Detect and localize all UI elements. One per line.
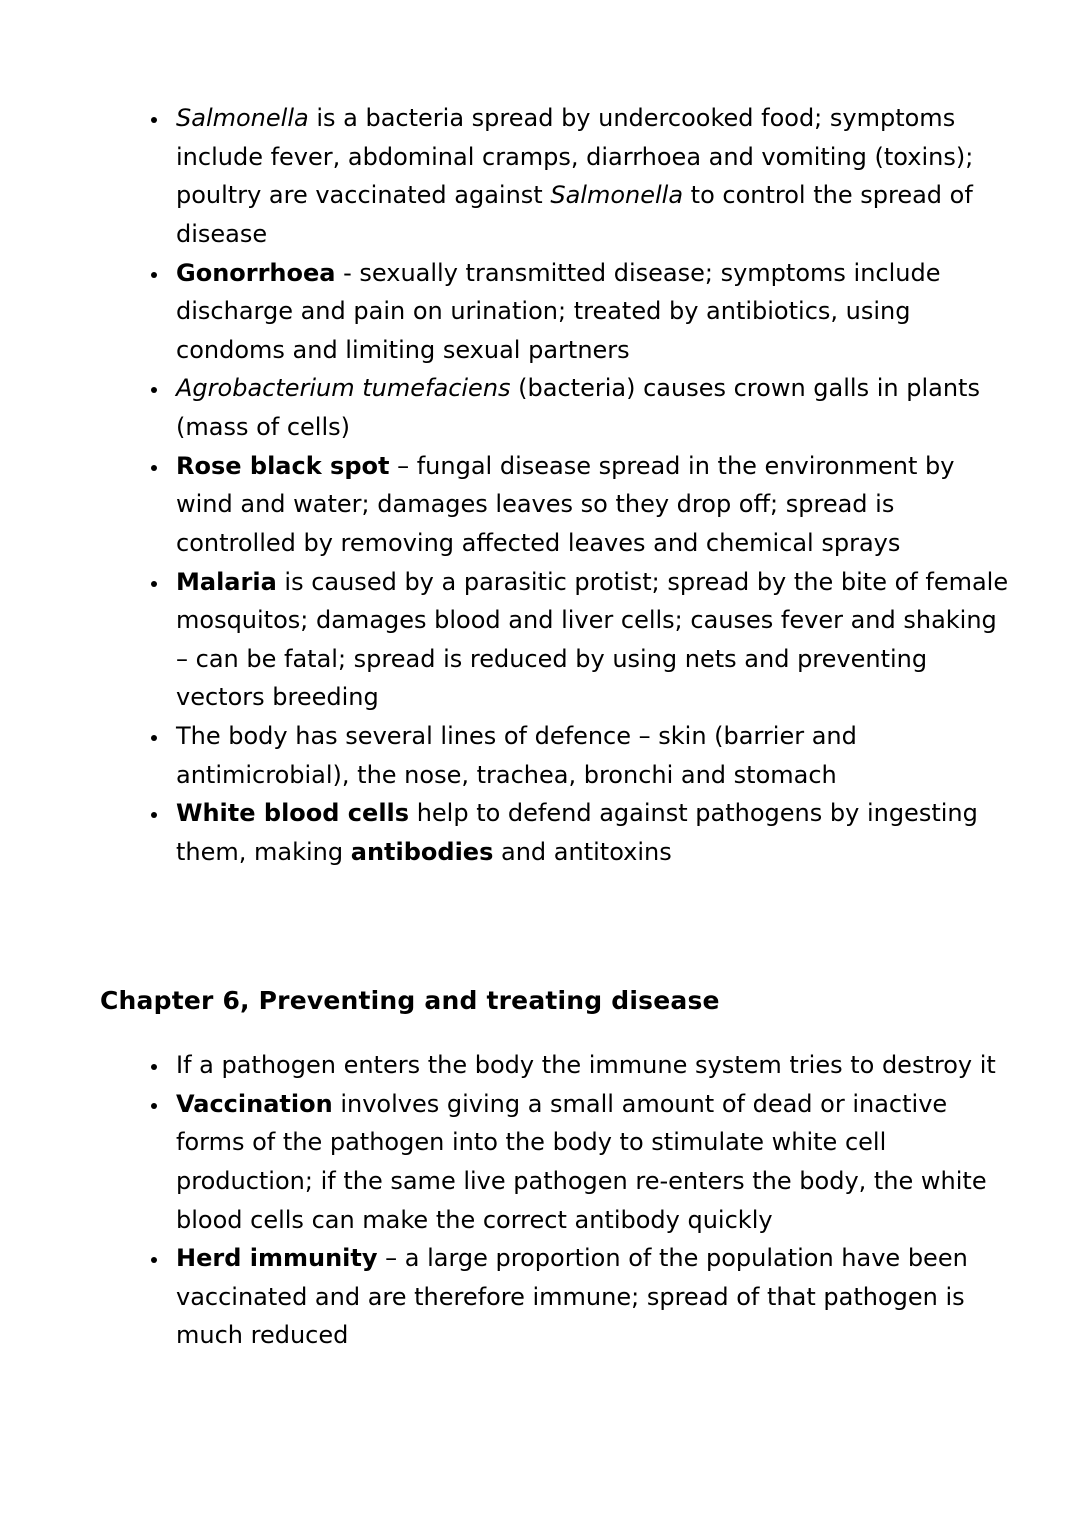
list-item: [170, 254, 1015, 370]
text-run: The body has several lines of defence – skin (barrier and antimicrobial), the nose, trachea, bronchi and stomach: [176, 722, 857, 789]
text-run: help to defend against pathogens by ingesting them, making: [176, 799, 978, 866]
list-item: [170, 563, 1015, 718]
text-run: – a large proportion of the population have been vaccinated and are therefore immune; spread of that pathogen is much reduced: [176, 1244, 968, 1350]
text-run: Salmonella: [550, 181, 684, 210]
list-item: [170, 1085, 1015, 1240]
list-item: [170, 447, 1015, 563]
chapter-6-heading: Chapter 6, Preventing and treating disease: [100, 985, 720, 1015]
list-item: [170, 794, 1015, 871]
text-run: (bacteria) causes crown galls in plants (mass of cells): [176, 374, 980, 441]
text-run: Malaria: [176, 567, 277, 596]
text-run: - sexually transmitted disease; symptoms include discharge and pain on urination; treated by antibiotics, using condoms and limiting sexual partners: [176, 258, 941, 364]
text-run: If a pathogen enters the body the immune system tries to destroy it: [176, 1051, 996, 1079]
text-run: Herd immunity: [176, 1244, 378, 1273]
text-run: Rose black spot: [176, 451, 390, 480]
text-run: is a bacteria spread by undercooked food; symptoms include fever, abdominal cramps, diarrhoea and vomiting (toxins); poultry are vaccinated against: [176, 104, 974, 210]
text-run: White blood cells: [176, 799, 410, 828]
text-run: Salmonella: [176, 104, 309, 132]
text-run: Gonorrhoea: [176, 258, 336, 287]
bullet-list-pathogens-and-defence: [100, 99, 1015, 872]
text-run: to control the spread of disease: [176, 181, 973, 248]
list-item: [170, 717, 1015, 794]
list-item: [170, 1046, 1015, 1085]
text-run: antibodies: [350, 837, 494, 866]
list-item: [170, 369, 1015, 446]
text-run: Agrobacterium tumefaciens: [176, 374, 511, 403]
text-run: – fungal disease spread in the environment by wind and water; damages leaves so they drop off; spread is controlled by removing affected leaves and chemical sprays: [176, 451, 955, 557]
bullet-list-preventing-treating-disease: [100, 1046, 1015, 1355]
text-run: Vaccination: [176, 1089, 333, 1118]
text-run: is caused by a parasitic protist; spread by the bite of female mosquitos; damages blood and liver cells; causes fever and shaking – can be fatal; spread is reduced by using nets and preventing vectors breeding: [176, 567, 1009, 712]
list-item: [170, 1239, 1015, 1355]
list-item: [170, 99, 1015, 254]
text-run: and antitoxins: [493, 837, 672, 866]
text-run: involves giving a small amount of dead or inactive forms of the pathogen into the body to stimulate white cell production; if the same live pathogen re-enters the body, the white blood cells can make the correct antibody quickly: [176, 1089, 987, 1234]
